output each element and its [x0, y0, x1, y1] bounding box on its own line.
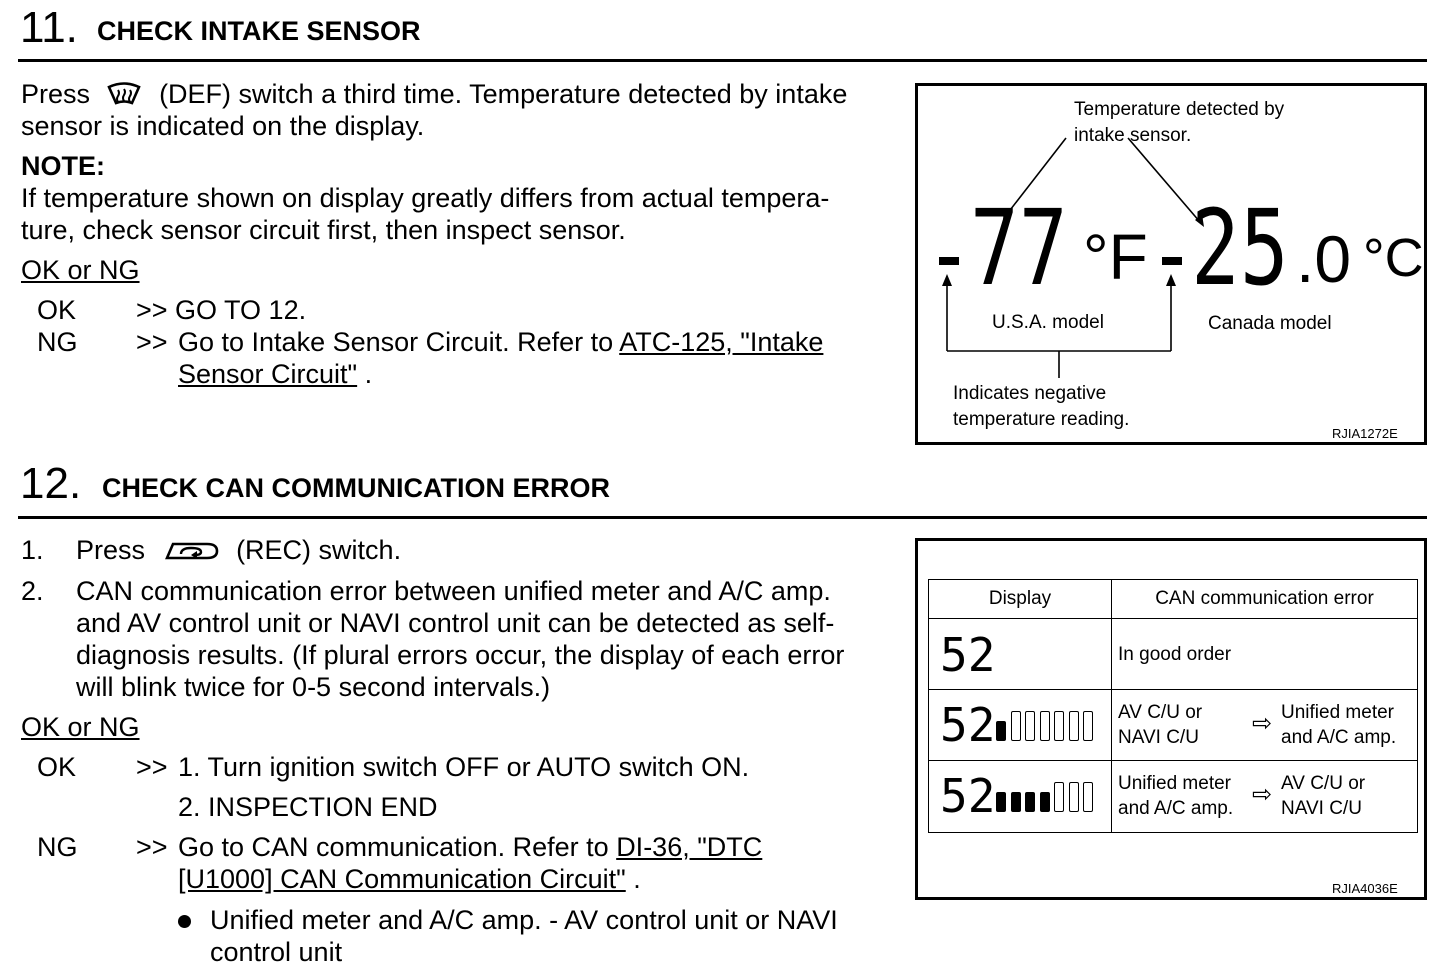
ok-result-12-line1: 1. Turn ignition switch OFF or AUTO switch ON.: [178, 752, 750, 782]
ng-result-text: Go to Intake Sensor Circuit. Refer to: [178, 327, 614, 357]
section-11-number: 11.: [20, 3, 78, 52]
row1-arrow-icon: ⇨: [1252, 710, 1273, 737]
ok-arrow-12: >>: [136, 752, 168, 782]
ng-label-12: NG: [37, 832, 78, 862]
ng-result-line1: [178, 326, 823, 358]
atc-125-link-cont[interactable]: Sensor Circuit": [178, 359, 358, 389]
row1-to-line1: Unified meter: [1281, 702, 1394, 723]
canada-temp-unit: °C: [1363, 228, 1424, 288]
negative-reading-label-line2: temperature reading.: [953, 409, 1130, 430]
bar-segment: [1011, 792, 1021, 812]
table-row-rule: [929, 760, 1417, 761]
header-display: Display: [988, 588, 1052, 609]
section-12-number: 12.: [20, 459, 82, 508]
bar-segment: [1083, 711, 1093, 741]
bullet-line1: Unified meter and A/C amp. - AV control unit or NAVI: [210, 905, 838, 935]
row2-display: 52: [940, 769, 996, 823]
step2-line2: and AV control unit or NAVI control unit can be detected as self-: [76, 608, 835, 638]
step2-line1: CAN communication error between unified meter and A/C amp.: [76, 576, 831, 606]
section-11-divider: [18, 59, 1427, 62]
row2-from-line2: and A/C amp.: [1118, 798, 1234, 819]
bar-segment: [1069, 782, 1079, 812]
note-label: NOTE:: [21, 151, 105, 181]
row1-from-line2: NAVI C/U: [1118, 727, 1199, 748]
recirculation-icon: [161, 537, 221, 561]
bar-segment: [1040, 792, 1050, 812]
step2-number: 2.: [21, 576, 44, 606]
atc-125-link[interactable]: ATC-125, "Intake: [619, 327, 824, 357]
row2-arrow-icon: ⇨: [1252, 781, 1273, 808]
label-temperature-detected-line2: intake sensor.: [1074, 125, 1192, 146]
ok-result: >> GO TO 12.: [136, 295, 307, 325]
ng-result-12-text: Go to CAN communication. Refer to: [178, 832, 609, 862]
ng-period: .: [364, 359, 373, 389]
row0-desc: In good order: [1118, 644, 1232, 665]
figure-code: RJIA1272E: [1332, 426, 1398, 441]
bar-segment: [1025, 711, 1035, 741]
ng-arrow-12: >>: [136, 832, 168, 862]
ng-label: NG: [37, 327, 78, 357]
bar-segment: [1069, 711, 1079, 741]
step1-press: Press: [76, 535, 146, 565]
ok-or-ng-heading: OK or NG: [21, 255, 140, 285]
label-temperature-detected-line1: Temperature detected by: [1074, 99, 1285, 120]
ok-label: OK: [37, 295, 77, 325]
bullet-line2: control unit: [210, 937, 343, 967]
section-11-body-line2: sensor is indicated on the display.: [21, 111, 425, 141]
canada-temp-value: 25: [1191, 187, 1289, 309]
row2-to-line1: AV C/U or: [1281, 773, 1366, 794]
usa-model-label: U.S.A. model: [992, 312, 1104, 333]
table-row-rule: [929, 689, 1417, 690]
row1-from-line1: AV C/U or: [1118, 702, 1203, 723]
table-row-rule: [929, 618, 1417, 619]
bar-segment: [1083, 782, 1093, 812]
bar-segment: [1011, 711, 1021, 741]
step2-line3: diagnosis results. (If plural errors occur, the display of each error: [76, 640, 845, 670]
bar-segment: [1040, 711, 1050, 741]
bar-segment: [1054, 782, 1064, 812]
usa-temp-value: 77: [970, 187, 1068, 309]
section-11-body-line1: [21, 78, 847, 110]
ok-label-12: OK: [37, 752, 77, 782]
di-36-link[interactable]: DI-36, "DTC: [616, 832, 763, 862]
step1-number: 1.: [21, 535, 44, 565]
bar-segment: [996, 721, 1006, 741]
row2-to-line2: NAVI C/U: [1281, 798, 1362, 819]
bar-segment: [1054, 711, 1064, 741]
row1-display: 52: [940, 698, 996, 752]
step1-text: (REC) switch.: [236, 535, 402, 565]
can-error-table: [928, 579, 1418, 833]
row2-from-line1: Unified meter: [1118, 773, 1231, 794]
defrost-icon: [104, 81, 144, 107]
canada-model-label: Canada model: [1208, 313, 1332, 334]
section-12-title: CHECK CAN COMMUNICATION ERROR: [102, 473, 610, 503]
ng-period-12: .: [633, 864, 641, 894]
ng-result-line2: [178, 358, 372, 390]
usa-minus-sign: [939, 257, 959, 265]
section-11-body-text: (DEF) switch a third time. Temperature detected by intake: [159, 79, 848, 109]
step1-line: [76, 534, 401, 566]
ok-result-12-line2: 2. INSPECTION END: [178, 792, 438, 822]
bullet-dot: [178, 915, 191, 928]
ng-result-12-line1: [178, 831, 762, 863]
canada-minus-sign: [1162, 257, 1182, 265]
intake-sensor-figure: [915, 83, 1427, 445]
section-11-title: CHECK INTAKE SENSOR: [97, 16, 421, 46]
header-can-error: CAN communication error: [1155, 588, 1374, 609]
bar-segment: [1025, 792, 1035, 812]
bar-segment: [996, 792, 1006, 812]
negative-reading-label-line1: Indicates negative: [953, 383, 1107, 404]
ok-or-ng-heading-12: OK or NG: [21, 712, 140, 742]
note-line2: ture, check sensor circuit first, then inspect sensor.: [21, 215, 626, 245]
figure-code: RJIA4036E: [1332, 881, 1398, 896]
canada-temp-decimal: .0: [1296, 222, 1352, 296]
di-36-link-cont[interactable]: [U1000] CAN Communication Circuit": [178, 864, 626, 894]
can-error-figure: [915, 538, 1427, 900]
step2-line4: will blink twice for 0-5 second intervals.): [76, 672, 551, 702]
ng-result-12-line2: [178, 863, 641, 895]
note-line1: If temperature shown on display greatly differs from actual tempera-: [21, 183, 830, 213]
row1-to-line2: and A/C amp.: [1281, 727, 1397, 748]
row0-display: 52: [940, 628, 996, 682]
press-label: Press: [21, 79, 91, 109]
ng-arrow: >>: [136, 327, 168, 357]
section-12-divider: [18, 516, 1427, 519]
usa-temp-unit: °F: [1083, 221, 1148, 293]
